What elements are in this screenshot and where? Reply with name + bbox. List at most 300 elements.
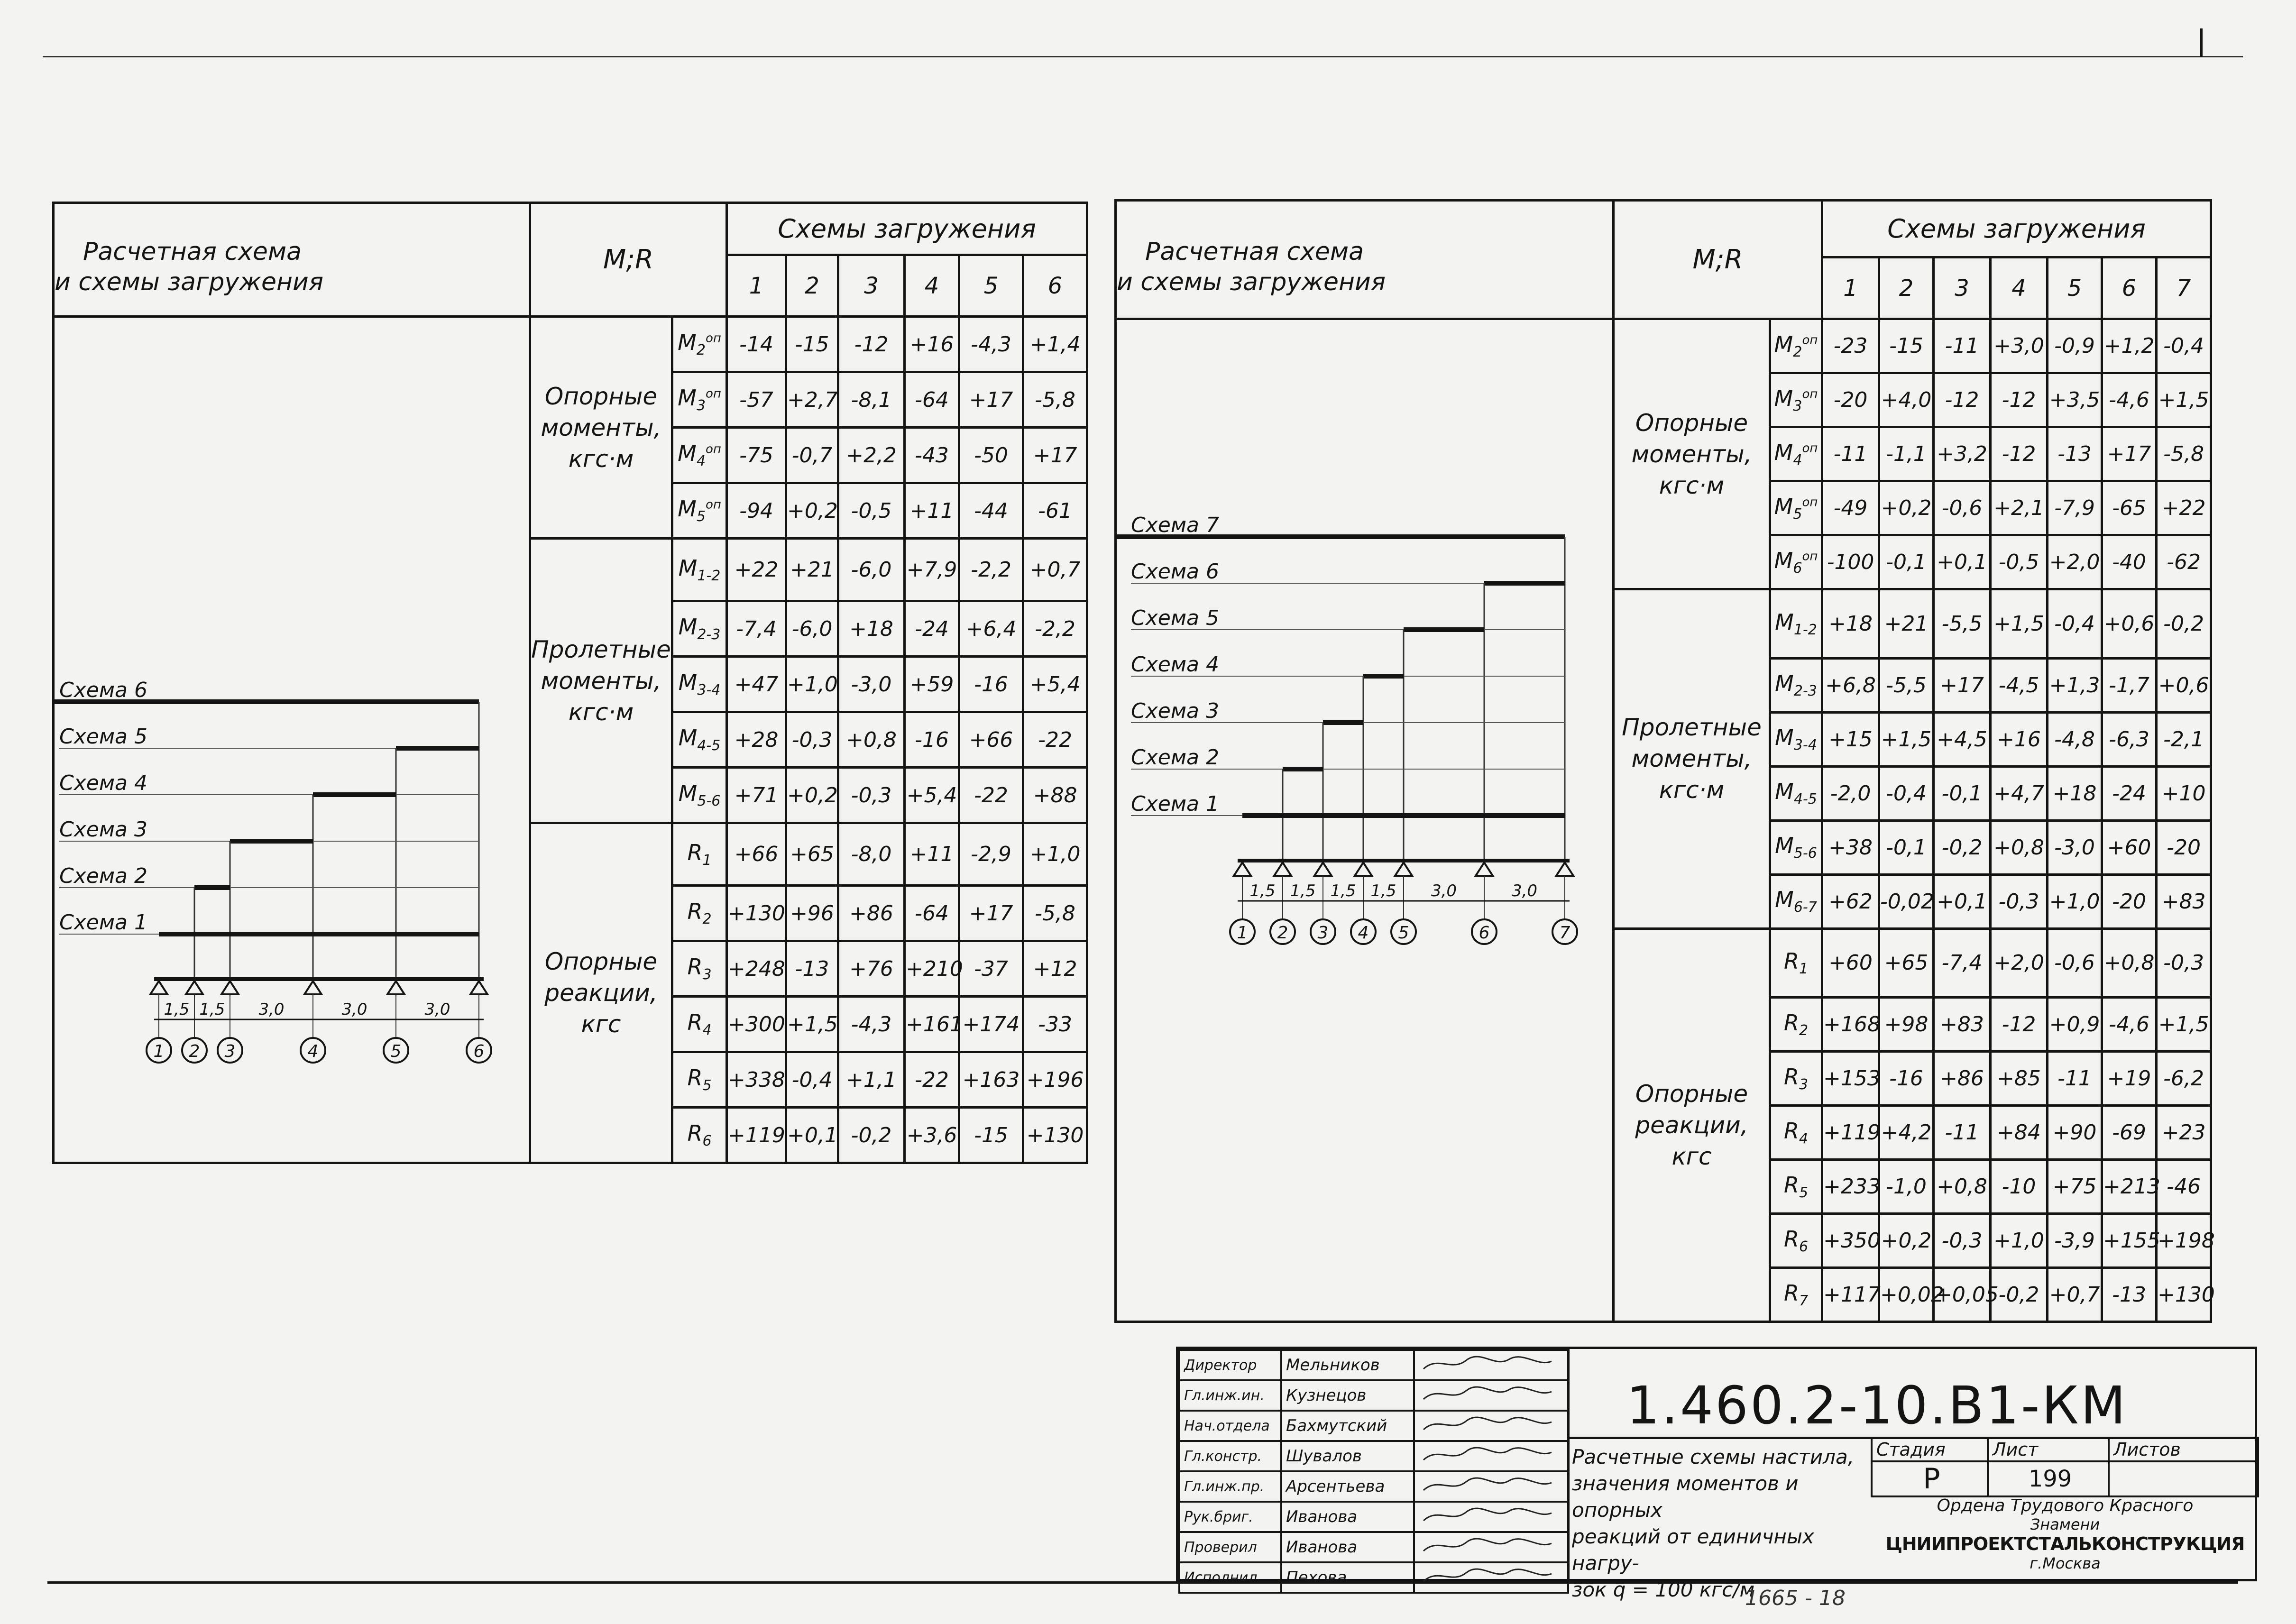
value-cell: -0,2 — [1991, 1268, 2048, 1322]
signature-cell — [1414, 1562, 1568, 1593]
row-symbol: $R_7$ — [1770, 1268, 1822, 1322]
value-cell: -4,5 — [1991, 658, 2048, 712]
row-symbol: $M_4^{оп}$ — [672, 428, 727, 483]
schemes-header: Схемы загружения — [727, 203, 1087, 255]
approval-role: Директор — [1179, 1350, 1281, 1380]
value-cell: +119 — [727, 1108, 786, 1163]
signature-scribble — [1419, 1381, 1561, 1406]
value-cell: -0,6 — [2048, 928, 2102, 998]
value-cell: -0,2 — [2157, 589, 2211, 659]
value-cell: +19 — [2102, 1052, 2157, 1106]
value-cell: -24 — [2102, 766, 2157, 820]
value-cell: +213 — [2102, 1160, 2157, 1214]
value-cell: +4,7 — [1991, 766, 2048, 820]
value-cell: +0,6 — [2157, 658, 2211, 712]
value-cell: +16 — [905, 317, 959, 372]
support-number: 4 — [1358, 923, 1369, 943]
value-cell: -11 — [2048, 1052, 2102, 1106]
value-cell: +21 — [1879, 589, 1934, 659]
value-cell: -40 — [2102, 535, 2157, 589]
row-symbol: $M_6^{оп}$ — [1770, 535, 1822, 589]
value-cell: -8,0 — [838, 823, 905, 886]
scheme-column-5: 5 — [959, 255, 1023, 317]
row-symbol: $M_4^{оп}$ — [1770, 427, 1822, 481]
row-symbol: $M_5^{оп}$ — [1770, 481, 1822, 535]
title-line-2: и схемы загружения — [55, 267, 324, 296]
value-cell: +17 — [1934, 658, 1991, 712]
value-cell: +2,0 — [2048, 535, 2102, 589]
value-cell: +130 — [1023, 1108, 1087, 1163]
row-symbol: $M_{4-5}$ — [672, 712, 727, 768]
stage-value: Р — [1872, 1461, 1988, 1496]
row-symbol: $R_6$ — [672, 1108, 727, 1163]
span-length: 1,5 — [1330, 881, 1356, 900]
value-cell: +98 — [1879, 998, 1934, 1052]
value-cell: -6,2 — [2157, 1052, 2211, 1106]
approval-name: Пехова — [1281, 1562, 1414, 1593]
row-symbol: $M_{5-6}$ — [1770, 820, 1822, 874]
value-cell: +12 — [1023, 941, 1087, 997]
value-cell: +60 — [2102, 820, 2157, 874]
row-symbol: $R_1$ — [1770, 928, 1822, 998]
value-cell: -1,0 — [1879, 1160, 1934, 1214]
sheet-value: 199 — [1988, 1461, 2109, 1496]
value-cell: -62 — [2157, 535, 2211, 589]
scheme-column-7: 7 — [2157, 257, 2211, 319]
value-cell: -3,9 — [2048, 1214, 2102, 1268]
value-cell: +1,5 — [2157, 373, 2211, 427]
signature-cell — [1414, 1350, 1568, 1380]
scheme-column-3: 3 — [838, 255, 905, 317]
row-symbol: $M_2^{оп}$ — [672, 317, 727, 372]
value-cell: +153 — [1822, 1052, 1879, 1106]
value-cell: +86 — [1934, 1052, 1991, 1106]
row-symbol: $M_{5-6}$ — [672, 768, 727, 823]
value-cell: +71 — [727, 768, 786, 823]
signature-scribble — [1419, 1503, 1561, 1527]
approval-name: Кузнецов — [1281, 1380, 1414, 1411]
scheme-column-4: 4 — [1991, 257, 2048, 319]
value-cell: -64 — [905, 372, 959, 428]
support-number: 6 — [473, 1042, 485, 1061]
sheet-label: Лист — [1988, 1438, 2109, 1461]
scheme-label: Схема 6 — [1131, 560, 1219, 584]
value-cell: +0,2 — [786, 483, 838, 539]
value-cell: +22 — [2157, 481, 2211, 535]
value-cell: -12 — [1991, 998, 2048, 1052]
value-cell: -2,1 — [2157, 712, 2211, 766]
value-cell: +28 — [727, 712, 786, 768]
value-cell: +248 — [727, 941, 786, 997]
value-cell: -11 — [1934, 319, 1991, 373]
sheet-description — [1572, 1444, 1861, 1603]
support-number: 5 — [390, 1042, 402, 1061]
value-cell: +75 — [2048, 1160, 2102, 1214]
value-cell: -65 — [2102, 481, 2157, 535]
value-cell: +3,0 — [1991, 319, 2048, 373]
value-cell: -5,8 — [1023, 372, 1087, 428]
value-cell: +0,7 — [1023, 539, 1087, 601]
table-row — [54, 317, 1087, 372]
approval-row — [1179, 1471, 1568, 1502]
value-cell: -0,5 — [1991, 535, 2048, 589]
value-cell: +15 — [1822, 712, 1879, 766]
scheme-label: Схема 5 — [59, 725, 147, 749]
value-cell: +0,9 — [2048, 998, 2102, 1052]
value-cell: +88 — [1023, 768, 1087, 823]
value-cell: +0,6 — [2102, 589, 2157, 659]
scheme-column-6: 6 — [1023, 255, 1087, 317]
value-cell: -6,3 — [2102, 712, 2157, 766]
value-cell: +1,5 — [786, 997, 838, 1052]
value-cell: +4,5 — [1934, 712, 1991, 766]
value-cell: -16 — [905, 712, 959, 768]
stage-label: Стадия — [1872, 1438, 1988, 1461]
value-cell: +66 — [959, 712, 1023, 768]
value-cell: +2,0 — [1991, 928, 2048, 998]
signature-cell — [1414, 1532, 1568, 1562]
value-cell: -0,3 — [1934, 1214, 1991, 1268]
description-line-2: значения моментов и опорных — [1572, 1472, 1799, 1522]
value-cell: +11 — [905, 823, 959, 886]
value-cell: +4,2 — [1879, 1106, 1934, 1160]
support-number: 6 — [1479, 923, 1490, 943]
value-cell: -37 — [959, 941, 1023, 997]
signature-scribble — [1419, 1563, 1561, 1588]
row-symbol: $M_{4-5}$ — [1770, 766, 1822, 820]
row-symbol: $R_3$ — [1770, 1052, 1822, 1106]
value-cell: +300 — [727, 997, 786, 1052]
signature-cell — [1414, 1380, 1568, 1411]
support-number: 3 — [224, 1042, 236, 1061]
value-cell: -0,1 — [1934, 766, 1991, 820]
value-cell: +1,0 — [1991, 1214, 2048, 1268]
value-cell: +0,8 — [1934, 1160, 1991, 1214]
value-cell: +155 — [2102, 1214, 2157, 1268]
approval-role: Гл.инж.пр. — [1179, 1471, 1281, 1502]
value-cell: -94 — [727, 483, 786, 539]
scheme-column-1: 1 — [727, 255, 786, 317]
value-cell: -0,5 — [838, 483, 905, 539]
value-cell: +10 — [2157, 766, 2211, 820]
approval-role: Нач.отдела — [1179, 1411, 1281, 1441]
value-cell: +0,02 — [1879, 1268, 1934, 1322]
bottom-note: 1665 - 18 — [1745, 1586, 1846, 1610]
value-cell: -12 — [838, 317, 905, 372]
row-symbol: $M_3^{оп}$ — [672, 372, 727, 428]
approval-role: Гл.констр. — [1179, 1441, 1281, 1471]
value-cell: +85 — [1991, 1052, 2048, 1106]
value-cell: -100 — [1822, 535, 1879, 589]
value-cell: +3,5 — [2048, 373, 2102, 427]
scheme-diagram-svg — [55, 318, 529, 1162]
org-line-1: Ордена Трудового Красного — [1937, 1496, 2194, 1515]
approval-role: Гл.инж.ин. — [1179, 1380, 1281, 1411]
value-cell: +161 — [905, 997, 959, 1052]
frame-bottom-line — [47, 1581, 2238, 1584]
value-cell: +1,0 — [2048, 874, 2102, 928]
value-cell: -0,7 — [786, 428, 838, 483]
value-cell: +3,6 — [905, 1108, 959, 1163]
value-cell: +2,2 — [838, 428, 905, 483]
row-symbol: $R_5$ — [672, 1052, 727, 1108]
signature-cell — [1414, 1502, 1568, 1532]
value-cell: -69 — [2102, 1106, 2157, 1160]
signature-scribble — [1419, 1472, 1561, 1497]
value-cell: +18 — [1822, 589, 1879, 659]
scheme-label: Схема 5 — [1131, 606, 1219, 630]
value-cell: +76 — [838, 941, 905, 997]
value-cell: +96 — [786, 886, 838, 941]
value-cell: -4,3 — [838, 997, 905, 1052]
row-symbol: $M_2^{оп}$ — [1770, 319, 1822, 373]
frame-top-line — [43, 56, 2243, 57]
approval-row — [1179, 1532, 1568, 1562]
row-symbol: $R_3$ — [672, 941, 727, 997]
scheme-label: Схема 1 — [59, 910, 147, 935]
value-cell: +23 — [2157, 1106, 2211, 1160]
value-cell: -0,3 — [1991, 874, 2048, 928]
value-cell: -0,2 — [838, 1108, 905, 1163]
value-cell: -5,8 — [1023, 886, 1087, 941]
value-cell: +83 — [2157, 874, 2211, 928]
value-cell: +5,4 — [1023, 657, 1087, 712]
value-cell: -7,4 — [727, 601, 786, 657]
signature-cell — [1414, 1411, 1568, 1441]
value-cell: -22 — [1023, 712, 1087, 768]
value-cell: +22 — [727, 539, 786, 601]
value-cell: +1,0 — [786, 657, 838, 712]
value-cell: -13 — [786, 941, 838, 997]
value-cell: +4,0 — [1879, 373, 1934, 427]
value-cell: -22 — [905, 1052, 959, 1108]
approval-name: Шувалов — [1281, 1441, 1414, 1471]
value-cell: +0,7 — [2048, 1268, 2102, 1322]
scheme-column-3: 3 — [1934, 257, 1991, 319]
org-line-2: Знамени — [2030, 1515, 2100, 1533]
frame-right-line — [2200, 28, 2203, 57]
value-cell: +0,2 — [786, 768, 838, 823]
title-line-2: и схемы загружения — [1117, 267, 1386, 296]
value-cell: -0,6 — [1934, 481, 1991, 535]
approval-name: Иванова — [1281, 1502, 1414, 1532]
value-cell: +47 — [727, 657, 786, 712]
scheme-column-5: 5 — [2048, 257, 2102, 319]
value-cell: -61 — [1023, 483, 1087, 539]
signature-scribble — [1419, 1412, 1561, 1436]
value-cell: -4,8 — [2048, 712, 2102, 766]
description-line-4: зок q = 100 кгс/м — [1572, 1578, 1755, 1601]
value-cell: -12 — [1934, 373, 1991, 427]
value-cell: -4,6 — [2102, 373, 2157, 427]
org-line-4: г.Москва — [2030, 1554, 2101, 1572]
span-length: 3,0 — [258, 1000, 285, 1019]
sheets-label: Листов — [2109, 1438, 2258, 1461]
value-cell: -10 — [1991, 1160, 2048, 1214]
doc-number: 1.460.2-10.В1-КМ — [1626, 1375, 2128, 1436]
row-symbol: $R_6$ — [1770, 1214, 1822, 1268]
stage-table — [1871, 1437, 2259, 1497]
value-cell: +6,8 — [1822, 658, 1879, 712]
row-symbol: $R_4$ — [1770, 1106, 1822, 1160]
support-number: 7 — [1559, 923, 1570, 943]
value-cell: +5,4 — [905, 768, 959, 823]
support-number: 4 — [307, 1042, 319, 1061]
value-cell: -7,4 — [1934, 928, 1991, 998]
approval-role: Рук.бриг. — [1179, 1502, 1281, 1532]
left-moments-table — [52, 202, 1088, 1164]
value-cell: +2,1 — [1991, 481, 2048, 535]
description-line-3: реакций от единичных нагру- — [1572, 1525, 1814, 1575]
value-cell: +0,1 — [1934, 535, 1991, 589]
value-cell: +210 — [905, 941, 959, 997]
row-symbol: $M_5^{оп}$ — [672, 483, 727, 539]
approval-table — [1178, 1349, 1569, 1594]
row-symbol: $R_4$ — [672, 997, 727, 1052]
value-cell: +21 — [786, 539, 838, 601]
value-cell: +0,1 — [1934, 874, 1991, 928]
value-cell: -3,0 — [2048, 820, 2102, 874]
value-cell: -15 — [786, 317, 838, 372]
value-cell: +59 — [905, 657, 959, 712]
value-cell: +0,1 — [786, 1108, 838, 1163]
value-cell: -2,0 — [1822, 766, 1879, 820]
value-cell: +6,4 — [959, 601, 1023, 657]
span-length: 3,0 — [341, 1000, 367, 1019]
value-cell: +233 — [1822, 1160, 1879, 1214]
right-moments-table — [1114, 199, 2215, 1323]
support-number: 2 — [189, 1042, 200, 1061]
approval-name: Арсентьева — [1281, 1471, 1414, 1502]
signature-scribble — [1419, 1351, 1561, 1376]
value-cell: +38 — [1822, 820, 1879, 874]
support-number: 5 — [1398, 923, 1409, 943]
value-cell: -0,4 — [2048, 589, 2102, 659]
value-cell: -24 — [905, 601, 959, 657]
approval-row — [1179, 1350, 1568, 1380]
scheme-label: Схема 4 — [59, 771, 147, 795]
schemes-header: Схемы загружения — [1822, 201, 2211, 257]
support-number: 1 — [1237, 923, 1248, 943]
value-cell: +86 — [838, 886, 905, 941]
support-number: 1 — [153, 1042, 165, 1061]
value-cell: +1,5 — [2157, 998, 2211, 1052]
value-cell: -75 — [727, 428, 786, 483]
span-length: 1,5 — [199, 1000, 225, 1019]
scheme-diagram-svg — [1117, 320, 1612, 1321]
value-cell: +350 — [1822, 1214, 1879, 1268]
value-cell: -16 — [959, 657, 1023, 712]
row-symbol: $M_{6-7}$ — [1770, 874, 1822, 928]
value-cell: +7,9 — [905, 539, 959, 601]
table-row — [1116, 319, 2211, 373]
value-cell: +18 — [2048, 766, 2102, 820]
signature-cell — [1414, 1441, 1568, 1471]
value-cell: -43 — [905, 428, 959, 483]
value-cell: +66 — [727, 823, 786, 886]
group-label-0: Опорные моменты, кгс·м — [530, 317, 672, 539]
value-cell: -0,4 — [786, 1052, 838, 1108]
row-symbol: $M_{3-4}$ — [1770, 712, 1822, 766]
value-cell: +65 — [1879, 928, 1934, 998]
loading-scheme-diagram — [54, 317, 530, 1163]
value-cell: -1,7 — [2102, 658, 2157, 712]
value-cell: -0,3 — [2157, 928, 2211, 998]
value-cell: +130 — [727, 886, 786, 941]
group-label-1: Пролетные моменты, кгс·м — [1614, 589, 1770, 929]
value-cell: -6,0 — [786, 601, 838, 657]
org-line-3: ЦНИИПРОЕКТСТАЛЬКОНСТРУКЦИЯ — [1885, 1533, 2245, 1554]
scheme-label: Схема 2 — [59, 864, 147, 888]
value-cell: +84 — [1991, 1106, 2048, 1160]
signature-cell — [1414, 1471, 1568, 1502]
title-line-1: Расчетная схема — [1145, 237, 1364, 266]
value-cell: -2,2 — [1023, 601, 1087, 657]
value-cell: -14 — [727, 317, 786, 372]
value-cell: +168 — [1822, 998, 1879, 1052]
value-cell: +62 — [1822, 874, 1879, 928]
value-cell: +0,05 — [1934, 1268, 1991, 1322]
span-length: 1,5 — [1249, 881, 1276, 900]
approval-divider — [1567, 1349, 1570, 1581]
support-number: 2 — [1277, 923, 1288, 943]
value-cell: +17 — [1023, 428, 1087, 483]
value-cell: -5,8 — [2157, 427, 2211, 481]
value-cell: -4,3 — [959, 317, 1023, 372]
row-symbol: $M_{2-3}$ — [1770, 658, 1822, 712]
value-cell: -0,4 — [1879, 766, 1934, 820]
value-cell: +16 — [1991, 712, 2048, 766]
value-cell: -20 — [2157, 820, 2211, 874]
value-cell: -12 — [1991, 427, 2048, 481]
value-cell: -7,9 — [2048, 481, 2102, 535]
value-cell: +1,0 — [1023, 823, 1087, 886]
scheme-label: Схема 4 — [1131, 652, 1219, 677]
mr-header: M;R — [530, 203, 727, 317]
value-cell: -12 — [1991, 373, 2048, 427]
title-cell — [54, 203, 530, 317]
row-symbol: $M_{3-4}$ — [672, 657, 727, 712]
value-cell: -0,1 — [1879, 820, 1934, 874]
value-cell: +1,3 — [2048, 658, 2102, 712]
row-symbol: $M_3^{оп}$ — [1770, 373, 1822, 427]
value-cell: -4,6 — [2102, 998, 2157, 1052]
value-cell: -15 — [1879, 319, 1934, 373]
value-cell: +119 — [1822, 1106, 1879, 1160]
value-cell: +17 — [959, 886, 1023, 941]
value-cell: -0,3 — [786, 712, 838, 768]
signature-scribble — [1419, 1442, 1561, 1467]
value-cell: +17 — [2102, 427, 2157, 481]
value-cell: -0,2 — [1934, 820, 1991, 874]
group-label-2: Опорные реакции, кгс — [530, 823, 672, 1163]
organization — [1873, 1496, 2257, 1572]
span-length: 1,5 — [164, 1000, 190, 1019]
value-cell: +1,4 — [1023, 317, 1087, 372]
value-cell: -46 — [2157, 1160, 2211, 1214]
approval-row — [1179, 1380, 1568, 1411]
span-length: 1,5 — [1370, 881, 1396, 900]
value-cell: +117 — [1822, 1268, 1879, 1322]
approval-name: Бахмутский — [1281, 1411, 1414, 1441]
mr-header: M;R — [1614, 201, 1822, 319]
value-cell: +17 — [959, 372, 1023, 428]
row-symbol: $R_2$ — [1770, 998, 1822, 1052]
approval-row — [1179, 1562, 1568, 1593]
value-cell: -5,5 — [1879, 658, 1934, 712]
value-cell: +130 — [2157, 1268, 2211, 1322]
value-cell: -0,02 — [1879, 874, 1934, 928]
